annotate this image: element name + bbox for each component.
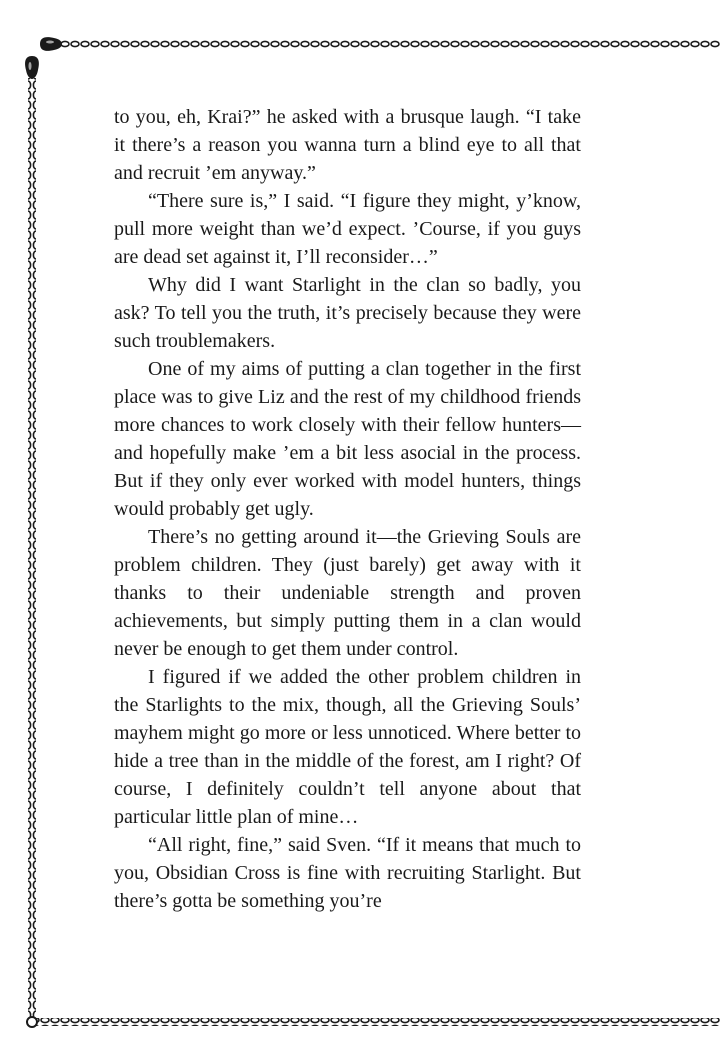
paragraph: There’s no getting around it—the Grieving Souls are problem children. They (just barely) get away with it thanks to their undeniable strength and proven achievements, but simply putting them in a clan would never be enough to get them under control.: [114, 526, 581, 660]
body-text: [114, 103, 581, 915]
chain-corner-bottom-left-icon: [27, 1017, 37, 1027]
paragraph: One of my aims of putting a clan together in the first place was to give Liz and the rest of my childhood friends more chances to work closely with their fellow hunters—and hopefully make ’em a bit less asocial in the process. But if they only ever worked with model hunters, things would probably get ugly.: [114, 358, 581, 520]
chain-clasp-left-icon: [25, 56, 39, 79]
chain-border-bottom: [36, 1018, 720, 1026]
paragraph: I figured if we added the other problem children in the Starlights to the mix, though, all the Grieving Souls’ mayhem might go more or less unnoticed. Where better to hide a tree than in the middle of the forest, am I right? Of course, I definitely couldn’t tell anyone about that particular little plan of mine…: [114, 666, 581, 828]
paragraph: “All right, fine,” said Sven. “If it means that much to you, Obsidian Cross is fine with recruiting Starlight. But there’s gotta be something you’re: [114, 834, 581, 912]
paragraph: “There sure is,” I said. “I figure they might, y’know, pull more weight than we’d expect. ’Course, if you guys are dead set against it, I’ll reconsider…”: [114, 190, 581, 268]
paragraph-continued: to you, eh, Krai?” he asked with a brusque laugh. “I take it there’s a reason you wanna turn a blind eye to all that and recruit ’em anyway.”: [114, 106, 581, 184]
chain-clasp-top-icon: [40, 37, 62, 51]
chain-border-top: [58, 40, 720, 48]
paragraph: Why did I want Starlight in the clan so badly, you ask? To tell you the truth, it’s precisely because they were such troublemakers.: [114, 274, 581, 352]
chain-border-left: [28, 78, 36, 1018]
